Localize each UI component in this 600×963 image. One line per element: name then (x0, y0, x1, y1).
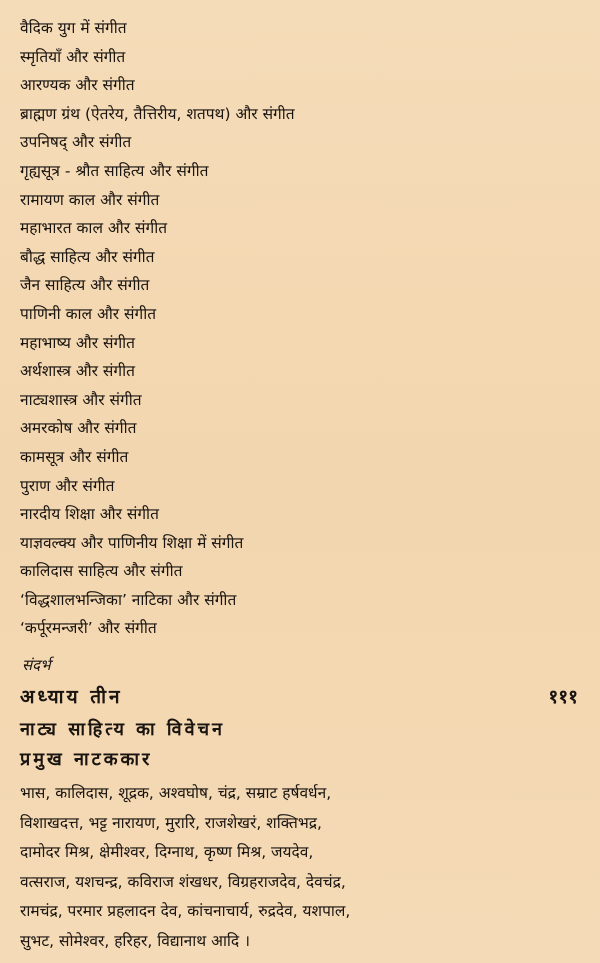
toc-item: जैन साहित्य और संगीत (20, 276, 150, 295)
toc-item: आरण्यक और संगीत (20, 76, 135, 95)
chapter-title: नाट्य साहित्य का विवेचन (20, 719, 226, 740)
paragraph-line: रामचंद्र, परमार प्रहलादन देव, कांचनाचार्य, रुद्रदेव, यशपाल, (20, 902, 351, 920)
playwrights-paragraph (20, 779, 585, 956)
toc-item: अर्थशास्त्र और संगीत (20, 362, 135, 381)
paragraph-line: वत्सराज, यशचन्द्र, कविराज शंखधर, विग्रहराजदेव, देवचंद्र, (20, 872, 346, 891)
toc-item: याज्ञवल्क्य और पाणिनीय शिक्षा में संगीत (20, 533, 244, 552)
toc-item: गृह्यसूत्र - श्रौत साहित्य और संगीत (20, 161, 209, 180)
reference-label: संदर्भ (22, 656, 51, 674)
toc-list (20, 14, 580, 643)
toc-item: रामायण काल और संगीत (20, 190, 160, 209)
toc-item: वैदिक युग में संगीत (20, 19, 127, 37)
toc-item: महाभारत काल और संगीत (20, 219, 168, 238)
toc-item: ब्राह्मण ग्रंथ (ऐतरेय, तैत्तिरीय, शतपथ) और संगीत (20, 104, 295, 123)
toc-item: ‘विद्धशालभन्जिका’ नाटिका और संगीत (20, 590, 237, 609)
toc-item: नारदीय शिक्षा और संगीत (20, 505, 159, 524)
toc-item: अमरकोष और संगीत (20, 419, 137, 438)
paragraph-line: सुभट, सोमेश्वर, हरिहर, विद्यानाथ आदि । (20, 931, 250, 950)
paragraph-line: भास, कालिदास, शूद्रक, अश्वघोष, चंद्र, सम्राट हर्षवर्धन, (20, 784, 332, 802)
toc-item: स्मृतियाँ और संगीत (20, 47, 126, 66)
chapter-label: अध्याय तीन (20, 686, 123, 708)
toc-item: महाभाष्य और संगीत (20, 333, 136, 352)
chapter-page-number: १११ (548, 686, 578, 708)
toc-item: पाणिनी काल और संगीत (20, 304, 157, 323)
toc-item: उपनिषद् और संगीत (20, 133, 132, 152)
paragraph-line: विशाखदत्त, भट्ट नारायण, मुरारि, राजशेखरं, शक्तिभद्र, (20, 813, 322, 832)
toc-item: पुराण और संगीत (20, 476, 115, 495)
chapter-heading-row (20, 682, 578, 712)
section-heading: प्रमुख नाटककार (20, 749, 153, 770)
toc-item: ‘कर्पूरमन्जरी’ और संगीत (20, 619, 157, 638)
paragraph-line: दामोदर मिश्र, क्षेमीश्वर, दिग्नाथ, कृष्ण मिश्र, जयदेव, (20, 843, 314, 861)
toc-item: कामसूत्र और संगीत (20, 447, 129, 466)
toc-item: कालिदास साहित्य और संगीत (20, 562, 183, 581)
toc-item: बौद्ध साहित्य और संगीत (20, 247, 155, 266)
toc-item: नाट्यशास्त्र और संगीत (20, 390, 142, 409)
